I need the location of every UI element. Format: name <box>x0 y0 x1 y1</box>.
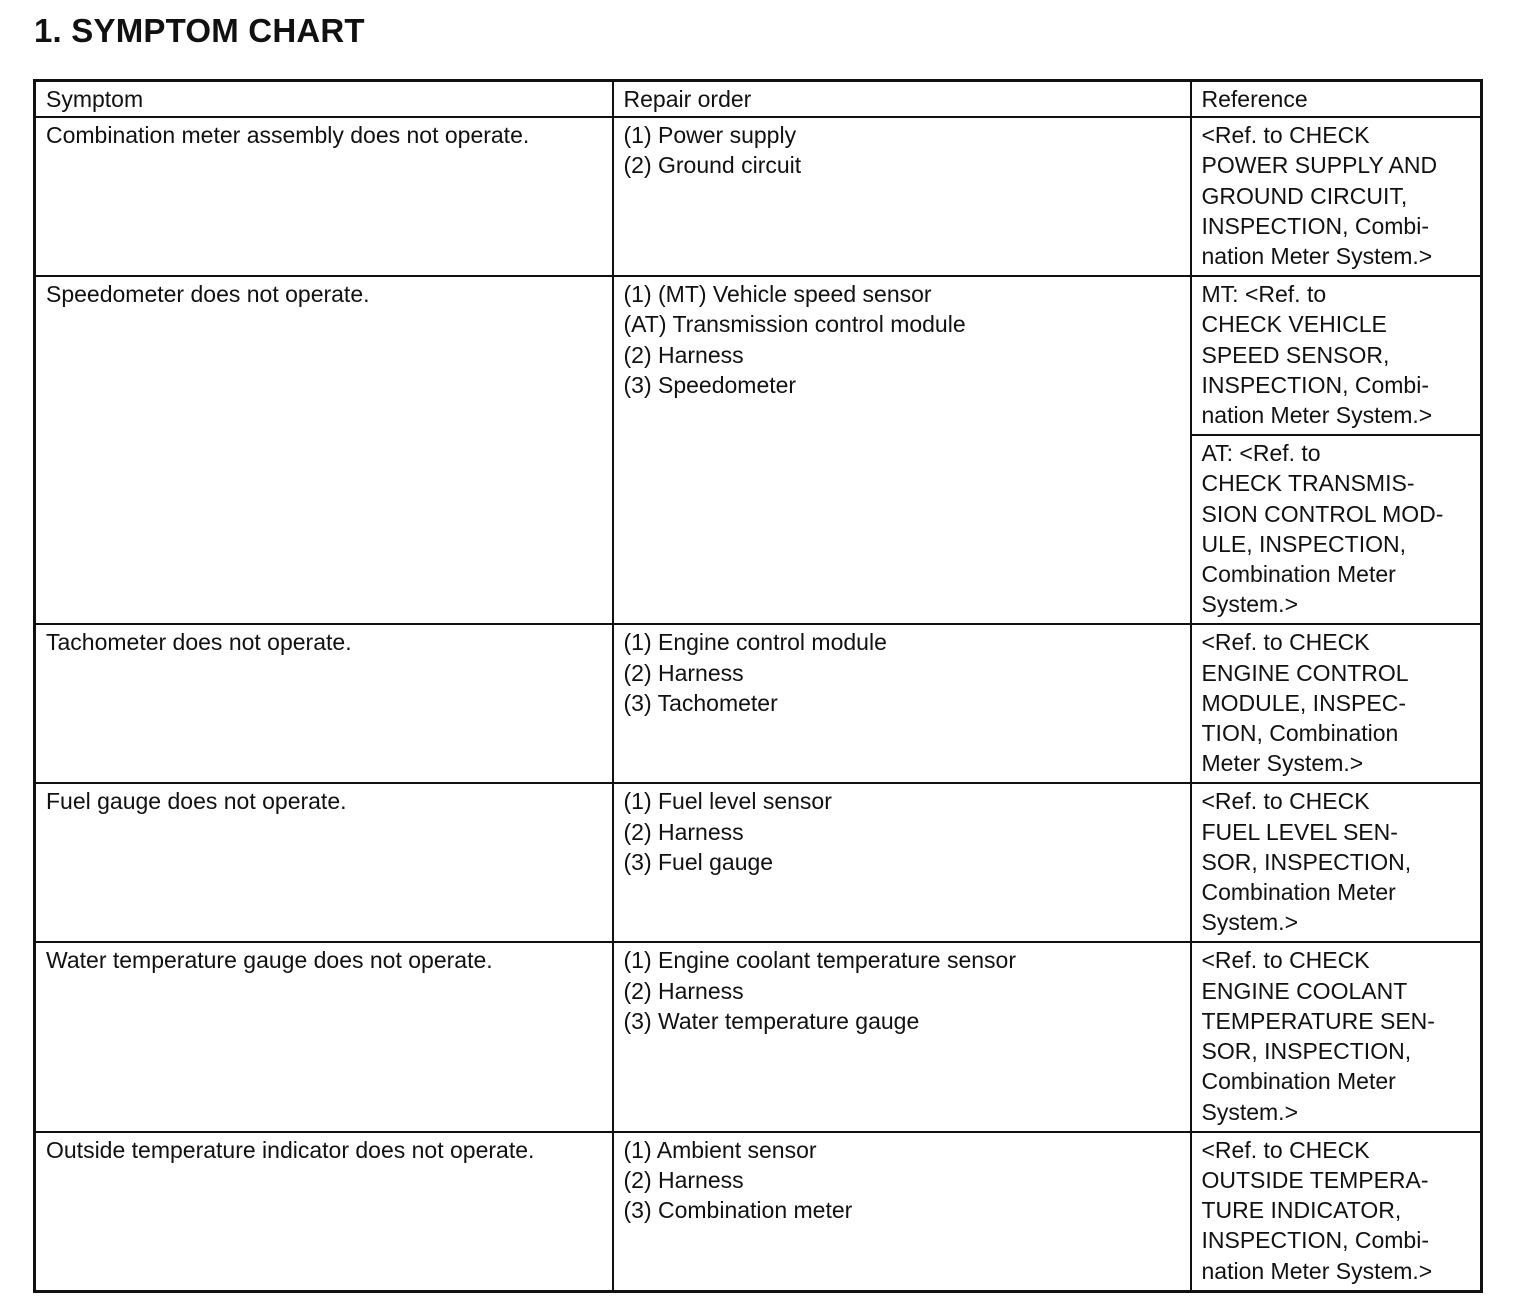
reference-cell <box>1191 117 1482 276</box>
reference-line: SION CONTROL MOD- <box>1201 500 1444 527</box>
reference-line: <Ref. to CHECK <box>1201 947 1370 974</box>
repair-step: (2) Harness <box>623 659 744 686</box>
symptom-cell: Tachometer does not operate. <box>35 624 613 783</box>
reference-line: SPEED SENSOR, <box>1201 341 1390 368</box>
header-symptom: Symptom <box>35 81 613 118</box>
reference-line: <Ref. to CHECK <box>1201 1136 1370 1163</box>
table-row <box>35 1132 1482 1292</box>
reference-line: TEMPERATURE SEN- <box>1201 1007 1435 1034</box>
reference-line: CHECK VEHICLE <box>1201 311 1387 338</box>
repair-step: (1) Power supply <box>623 122 797 149</box>
reference-line: Combination Meter <box>1201 561 1396 588</box>
symptom-cell: Fuel gauge does not operate. <box>35 783 613 942</box>
header-reference: Reference <box>1191 81 1482 118</box>
reference-line: Combination Meter <box>1201 879 1396 906</box>
table-row <box>35 117 1482 276</box>
reference-line: MODULE, INSPEC- <box>1201 689 1406 716</box>
repair-step: (3) Speedometer <box>623 371 797 398</box>
repair-step: (AT) Transmission control module <box>623 311 966 338</box>
repair-order-cell <box>613 117 1191 276</box>
reference-line: ULE, INSPECTION, <box>1201 530 1406 557</box>
table-row <box>35 276 1482 435</box>
reference-line: SOR, INSPECTION, <box>1201 1038 1412 1065</box>
reference-line: GROUND CIRCUIT, <box>1201 182 1408 209</box>
reference-cell <box>1191 624 1482 783</box>
repair-order-cell <box>613 624 1191 783</box>
reference-line: ENGINE CONTROL <box>1201 659 1409 686</box>
repair-step: (3) Tachometer <box>623 689 778 716</box>
repair-order-cell <box>613 783 1191 942</box>
repair-step: (2) Ground circuit <box>623 152 802 179</box>
reference-line: INSPECTION, Combi- <box>1201 212 1429 239</box>
repair-step: (1) Engine control module <box>623 629 887 656</box>
reference-line: System.> <box>1201 1098 1299 1125</box>
reference-line: MT: <Ref. to <box>1201 281 1327 308</box>
repair-step: (2) Harness <box>623 977 744 1004</box>
reference-line: POWER SUPPLY AND <box>1201 152 1438 179</box>
reference-line: System.> <box>1201 909 1299 936</box>
reference-cell <box>1191 783 1482 942</box>
reference-line: TURE INDICATOR, <box>1201 1197 1402 1224</box>
reference-line: nation Meter System.> <box>1201 243 1433 270</box>
reference-line: nation Meter System.> <box>1201 402 1433 429</box>
reference-cell-at <box>1191 435 1482 624</box>
symptom-cell: Speedometer does not operate. <box>35 276 613 624</box>
symptom-cell: Combination meter assembly does not operate. <box>35 117 613 276</box>
repair-step: (3) Combination meter <box>623 1197 853 1224</box>
reference-line: INSPECTION, Combi- <box>1201 1227 1429 1254</box>
repair-step: (3) Fuel gauge <box>623 848 774 875</box>
repair-step: (2) Harness <box>623 1166 744 1193</box>
reference-cell-mt <box>1191 276 1482 435</box>
reference-line: INSPECTION, Combi- <box>1201 371 1429 398</box>
header-repair-order: Repair order <box>613 81 1191 118</box>
repair-order-cell <box>613 276 1191 624</box>
reference-line: SOR, INSPECTION, <box>1201 848 1412 875</box>
repair-order-cell <box>613 942 1191 1131</box>
reference-line: CHECK TRANSMIS- <box>1201 470 1415 497</box>
reference-line: OUTSIDE TEMPERA- <box>1201 1166 1429 1193</box>
reference-line: nation Meter System.> <box>1201 1257 1433 1284</box>
reference-cell <box>1191 1132 1482 1292</box>
table-body <box>35 117 1482 1291</box>
symptom-cell: Water temperature gauge does not operate. <box>35 942 613 1131</box>
reference-line: <Ref. to CHECK <box>1201 629 1370 656</box>
page-title: 1. SYMPTOM CHART <box>34 12 365 49</box>
table-row <box>35 942 1482 1131</box>
repair-step: (1) Fuel level sensor <box>623 788 832 815</box>
reference-line: System.> <box>1201 591 1299 618</box>
reference-line: TION, Combination <box>1201 720 1399 747</box>
table-header-row <box>35 81 1482 118</box>
reference-line: <Ref. to CHECK <box>1201 122 1370 149</box>
symptom-chart-table <box>33 79 1483 1293</box>
repair-step: (3) Water temperature gauge <box>623 1007 920 1034</box>
reference-line: AT: <Ref. to <box>1201 440 1321 467</box>
repair-order-cell <box>613 1132 1191 1292</box>
repair-step: (2) Harness <box>623 341 744 368</box>
reference-line: Meter System.> <box>1201 750 1364 777</box>
reference-line: <Ref. to CHECK <box>1201 788 1370 815</box>
reference-line: ENGINE COOLANT <box>1201 977 1408 1004</box>
repair-step: (1) (MT) Vehicle speed sensor <box>623 281 932 308</box>
table-row <box>35 783 1482 942</box>
reference-cell <box>1191 942 1482 1131</box>
repair-step: (1) Engine coolant temperature sensor <box>623 947 1016 974</box>
reference-line: Combination Meter <box>1201 1068 1396 1095</box>
repair-step: (1) Ambient sensor <box>623 1136 817 1163</box>
reference-line: FUEL LEVEL SEN- <box>1201 818 1398 845</box>
symptom-cell: Outside temperature indicator does not operate. <box>35 1132 613 1292</box>
repair-step: (2) Harness <box>623 818 744 845</box>
table-row <box>35 624 1482 783</box>
